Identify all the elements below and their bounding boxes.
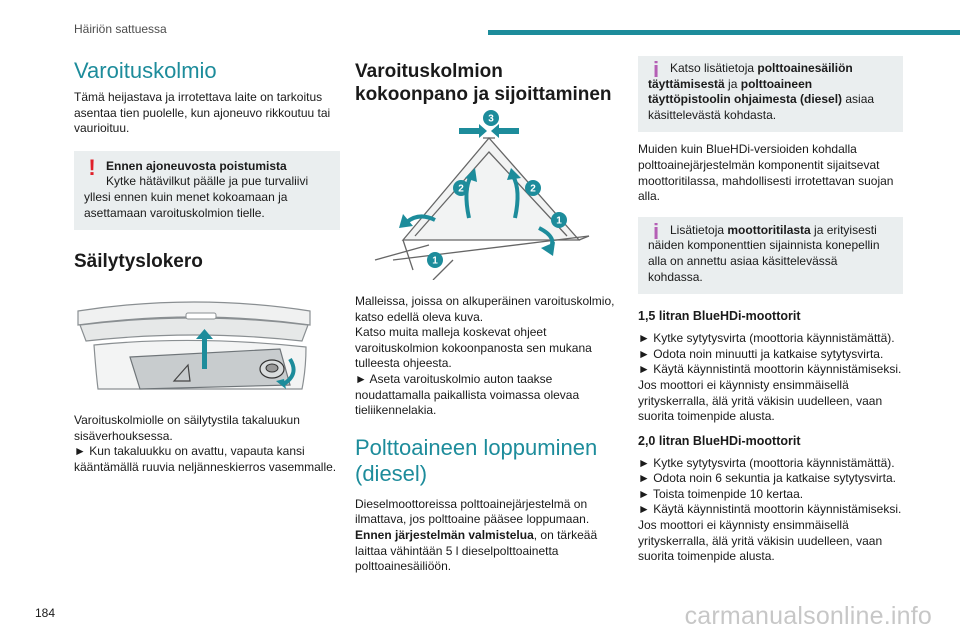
warning-triangle-intro: Tämä heijastava ja irrotettava laite on tarkoitus asentaa tien puolelle, kun ajoneuvo rikkoutuu tai vaurioituu. <box>74 90 331 136</box>
triangle-assembly-diagram <box>363 110 613 280</box>
bluehdi-15-step: ► Kytke sytytysvirta (moottoria käynnistämättä). <box>638 331 895 346</box>
warning-triangle-title: Varoituskolmio <box>74 58 217 83</box>
info-note-1 <box>638 56 903 132</box>
bluehdi-20-steps <box>638 456 903 565</box>
bluehdi-20-title: 2,0 litran BlueHDi-moottorit <box>638 433 801 448</box>
fuel-text-rest: , on tärkeää laittaa vähintään 5 l dieselpolttoainetta polttoainesäiliöön. <box>355 527 598 574</box>
bluehdi-20-step: ► Kytke sytytysvirta (moottoria käynnistämättä). <box>638 455 895 470</box>
header-accent-bar <box>488 30 960 35</box>
fuel-text-2 <box>355 528 620 575</box>
step-3-label: 3 <box>488 113 494 125</box>
warning-note-text: Kytke hätävilkut päälle ja pue turvaliivi yllesi ennen kuin menet kokoamaan ja asettamaan varoituskolmion tielle. <box>84 174 309 220</box>
fuel-runout-title: Polttoaineen loppuminen (diesel) <box>355 434 598 486</box>
info-note-2 <box>638 217 903 294</box>
section-title: Häiriön sattuessa <box>74 22 167 36</box>
step-1-left-label: 1 <box>432 255 438 267</box>
storage-text-2: ► Kun takaluukku on avattu, vapauta kansi kääntämällä ruuvia neljänneskierros vasemmalle. <box>74 444 337 474</box>
info-note-2-text: Lisätietoja moottoritilasta ja erityisesti näiden komponenttien sijainnista konepellin alla on annettu asiaa käsittelevässä kohdassa. <box>648 222 880 284</box>
bluehdi-15-step: ► Odota noin minuutti ja katkaise sytytysvirta. <box>638 346 884 361</box>
step-2-left-label: 2 <box>458 183 464 195</box>
bluehdi-20-step: ► Toista toimenpide 10 kertaa. <box>638 486 804 501</box>
bluehdi-15-step: ► Käytä käynnistintä moottorin käynnistämiseksi. <box>638 362 902 377</box>
storage-text-1: Varoituskolmiolle on säilytystila takaluukun sisäverhouksessa. <box>74 413 300 443</box>
fuel-text-1: Dieselmoottoreissa polttoainejärjestelmä on ilmattava, jos polttoaine pääsee loppumaan. <box>355 496 590 527</box>
assembly-text-3: ► Aseta varoituskolmio auton taakse noudattamalla paikallista voimassa olevaa tieliikennelakia. <box>355 371 580 418</box>
info-icon: i <box>652 57 660 82</box>
info-note-1-text: Katso lisätietoja polttoainesäiliön täyttämisestä ja polttoaineen täyttöpistoolin ohjaimesta (diesel) asiaa käsittelevästä kohdasta. <box>648 61 875 122</box>
storage-compartment-illustration <box>74 289 314 399</box>
warning-note <box>74 151 340 230</box>
column-2 <box>355 56 620 575</box>
step-1-right-label: 1 <box>556 215 562 227</box>
bluehdi-20-step: ► Odota noin 6 sekuntia ja katkaise sytytysvirta. <box>638 471 896 486</box>
page-number: 184 <box>35 606 56 620</box>
bluehdi-15-steps <box>638 331 903 425</box>
components-text: Muiden kuin BlueHDi-versioiden kohdalla polttoainejärjestelmän komponentit sijaitsevat moottoritilassa, mahdollisesti irrotettavan suojan alla. <box>638 142 894 204</box>
assembly-text-2: Katso muita malleja koskevat ohjeet varoituskolmion kokoonpanosta sen mukana tulleesta ohjeesta. <box>355 325 592 371</box>
storage-title: Säilytyslokero <box>74 251 203 273</box>
fuel-text-bold: Ennen järjestelmän valmistelua <box>355 527 534 542</box>
bluehdi-15-step: Jos moottori ei käynnisty ensimmäisellä yrityskerralla, älä yritä väkisin uudelleen, vaan suorita toimenpide alusta. <box>638 377 883 424</box>
column-3 <box>638 56 903 565</box>
bluehdi-20-step: ► Käytä käynnistintä moottorin käynnistämiseksi. <box>638 502 902 517</box>
info-icon: i <box>652 218 660 244</box>
bluehdi-20-step: Jos moottori ei käynnisty ensimmäisellä yrityskerralla, älä yritä väkisin uudelleen, vaan suorita toimenpide alusta. <box>638 518 883 564</box>
step-2-right-label: 2 <box>530 183 536 195</box>
assembly-title: Varoituskolmion kokoonpano ja sijoittaminen <box>355 61 612 105</box>
bluehdi-15-title: 1,5 litran BlueHDi-moottorit <box>638 309 801 324</box>
warning-note-title: Ennen ajoneuvosta poistumista <box>106 158 287 173</box>
exclamation-icon: ! <box>88 154 96 180</box>
column-1 <box>74 56 340 476</box>
watermark: carmanualsonline.info <box>684 602 932 630</box>
assembly-text-1: Malleissa, joissa on alkuperäinen varoituskolmio, katso edellä oleva kuva. <box>355 294 615 324</box>
